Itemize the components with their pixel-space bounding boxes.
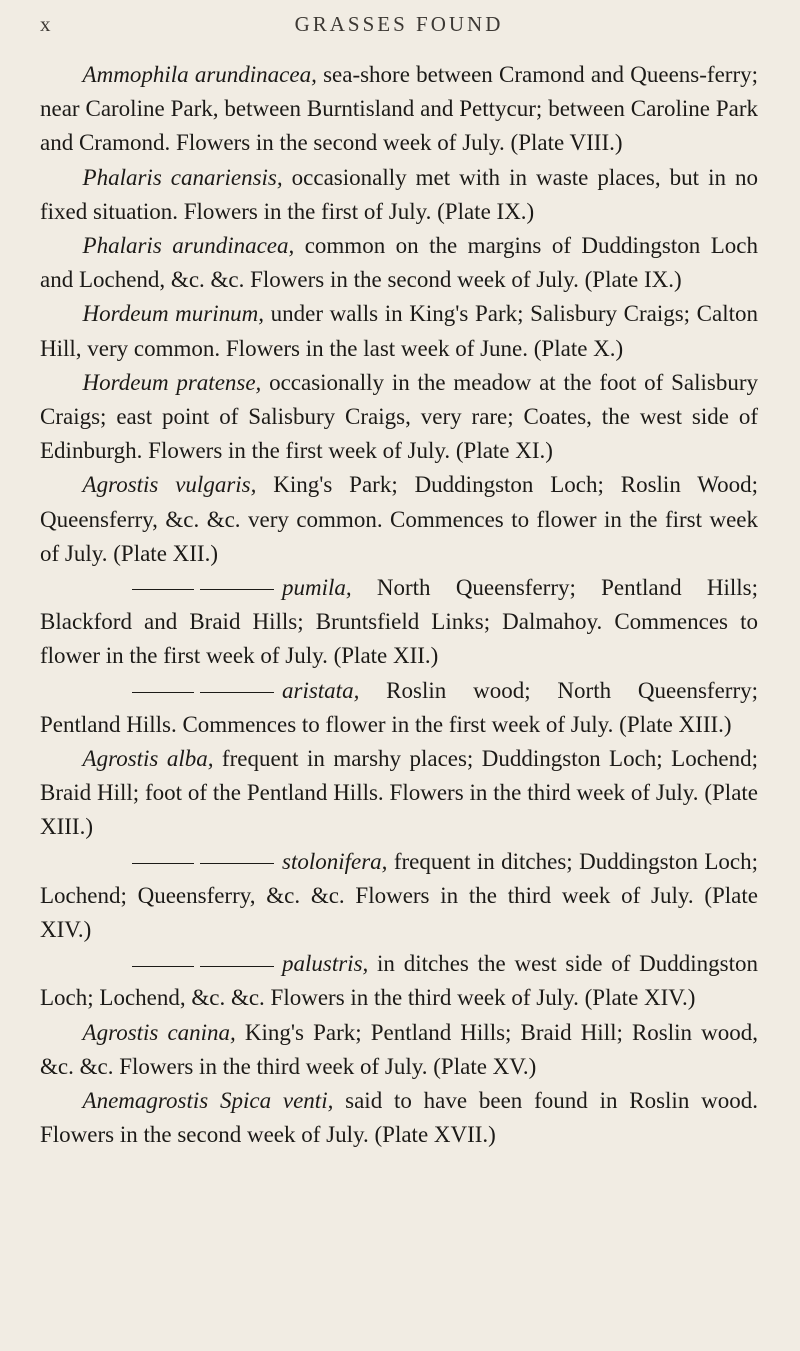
species-name: Hordeum murinum, xyxy=(82,301,264,327)
entry-phalaris-canariensis xyxy=(40,161,758,229)
page-title: GRASSES FOUND xyxy=(294,12,504,36)
entry-agrostis-stolonifera xyxy=(40,845,758,948)
entry-text: sea-shore between Cramond and Queens-ferry; near Caroline Park, between Burntisland and Pettycur; between Caroline Park and Cramond. Flowers in the second week of July. (Plate VIII.) xyxy=(40,62,758,156)
species-name: Phalaris arundinacea, xyxy=(82,233,295,259)
entry-text: in ditches the west side of Duddingston Loch; Lochend, &c. &c. Flowers in the third week of July. (Plate XIV.) xyxy=(40,951,758,1011)
entry-hordeum-pratense xyxy=(40,366,758,469)
species-name: aristata, xyxy=(282,677,360,703)
entry-ammophila-arundinacea xyxy=(40,58,758,161)
entry-hordeum-murinum xyxy=(40,297,758,365)
species-list xyxy=(40,58,758,1153)
entry-text: King's Park; Duddingston Loch; Roslin Wood; Queensferry, &c. &c. very common. Commences to flower in the first week of July. (Plate XII.) xyxy=(40,472,759,566)
species-name: stolonifera, xyxy=(282,848,388,874)
entry-text: North Queensferry; Pentland Hills; Blackford and Braid Hills; Bruntsfield Links; Dalmahoy. Commences to flower in the first week of July. (Plate XII.) xyxy=(40,575,758,669)
species-name: Agrostis canina, xyxy=(82,1019,236,1045)
species-name: Agrostis alba, xyxy=(82,746,214,772)
ditto-dash xyxy=(200,966,274,967)
ditto-dash xyxy=(200,589,274,590)
running-head xyxy=(40,12,758,40)
entry-agrostis-aristata xyxy=(40,674,758,742)
species-name: Anemagrostis Spica venti, xyxy=(82,1088,334,1114)
entry-agrostis-pumila xyxy=(40,571,758,674)
species-name: Agrostis vulgaris, xyxy=(82,472,257,498)
entry-text: under walls in King's Park; Salisbury Craigs; Calton Hill, very common. Flowers in the last week of June. (Plate X.) xyxy=(40,301,758,361)
ditto-dash xyxy=(200,692,274,693)
entry-agrostis-palustris xyxy=(40,947,758,1015)
entry-anemagrostis-spica-venti xyxy=(40,1084,758,1152)
entry-agrostis-vulgaris xyxy=(40,468,758,571)
entry-text: Roslin wood; North Queensferry; Pentland Hills. Commences to flower in the first week of July. (Plate XIII.) xyxy=(40,677,758,737)
entry-text: occasionally in the meadow at the foot of Salisbury Craigs; east point of Salisbury Craigs, very rare; Coates, the west side of Edinburgh. Flowers in the first week of July. (Plate XI.) xyxy=(40,369,758,464)
ditto-dash xyxy=(132,863,194,864)
species-name: Hordeum pratense, xyxy=(82,369,262,395)
ditto-dash xyxy=(132,692,194,693)
entry-text: frequent in marshy places; Duddingston Loch; Lochend; Braid Hill; foot of the Pentland Hills. Flowers in the third week of July. (Plate XIII.) xyxy=(40,746,758,840)
entry-text: said to have been found in Roslin wood. Flowers in the second week of July. (Plate XVII.) xyxy=(40,1088,758,1148)
entry-text: occasionally met with in waste places, but in no fixed situation. Flowers in the first of July. (Plate IX.) xyxy=(40,164,759,224)
entry-agrostis-alba xyxy=(40,742,758,845)
page-number: x xyxy=(40,12,54,36)
entry-text: common on the margins of Duddingston Loch and Lochend, &c. &c. Flowers in the second week of July. (Plate IX.) xyxy=(40,233,758,293)
ditto-dash xyxy=(132,589,194,590)
species-name: palustris, xyxy=(282,951,369,977)
species-name: Ammophila arundinacea, xyxy=(82,62,317,87)
ditto-dash xyxy=(132,966,194,967)
entry-agrostis-canina xyxy=(40,1016,758,1084)
entry-text: frequent in ditches; Duddingston Loch; Lochend; Queensferry, &c. &c. Flowers in the third week of July. (Plate XIV.) xyxy=(40,848,758,943)
ditto-dash xyxy=(200,863,274,864)
species-name: Phalaris canariensis, xyxy=(82,164,283,190)
entry-phalaris-arundinacea xyxy=(40,229,758,297)
entry-text: King's Park; Pentland Hills; Braid Hill; Roslin wood, &c. &c. Flowers in the third week of July. (Plate XV.) xyxy=(40,1019,758,1079)
species-name: pumila, xyxy=(282,575,352,601)
